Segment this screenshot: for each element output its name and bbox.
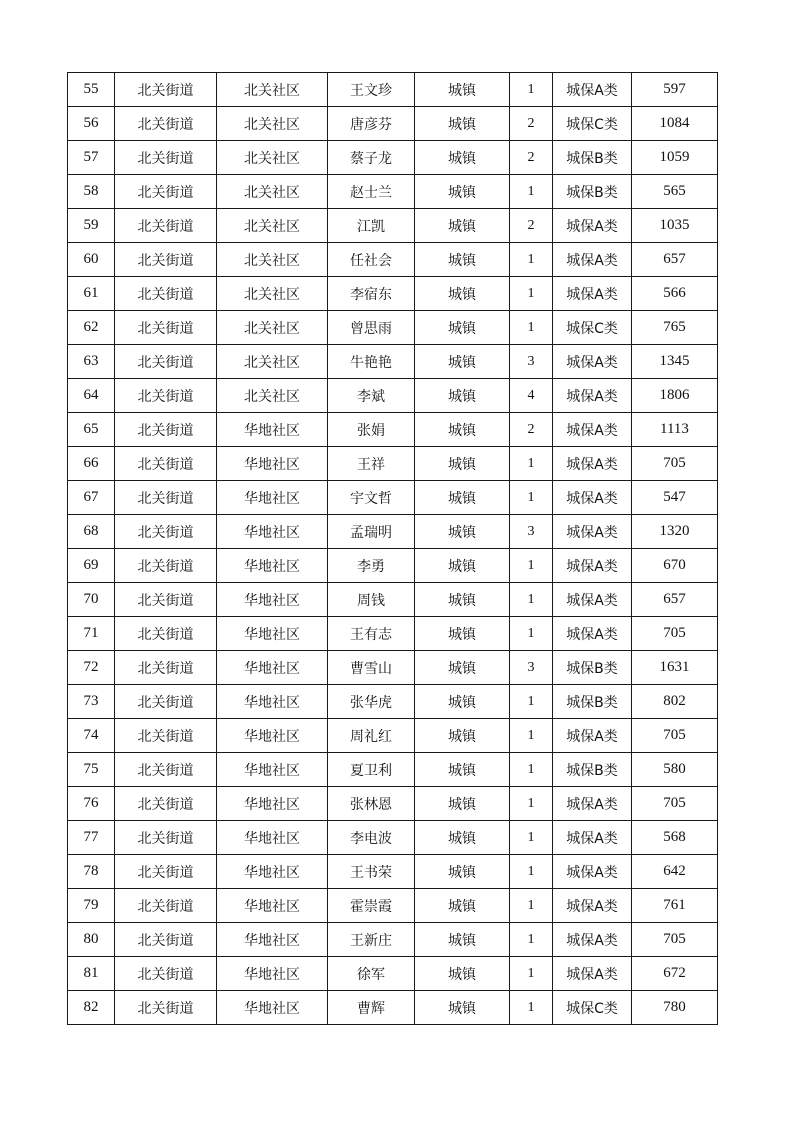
table-body [68,73,718,1025]
cell-row-number: 56 [68,107,115,141]
cell-row-number: 74 [68,719,115,753]
cell-row-number: 77 [68,821,115,855]
cell-street: 北关街道 [115,821,217,855]
cell-amount: 657 [632,243,718,277]
cell-name: 曹雪山 [328,651,415,685]
cell-amount: 580 [632,753,718,787]
cell-name: 蔡子龙 [328,141,415,175]
cell-insurance-category: 城保A类 [553,549,632,583]
cell-household-size: 1 [510,753,553,787]
cell-community: 华地社区 [217,549,328,583]
cell-amount: 565 [632,175,718,209]
cell-household-size: 1 [510,549,553,583]
cell-amount: 705 [632,617,718,651]
cell-name: 张华虎 [328,685,415,719]
cell-community: 北关社区 [217,73,328,107]
cell-row-number: 64 [68,379,115,413]
cell-household-size: 1 [510,73,553,107]
cell-name: 李斌 [328,379,415,413]
cell-community: 华地社区 [217,617,328,651]
cell-household-size: 2 [510,209,553,243]
cell-insurance-category: 城保C类 [553,107,632,141]
table-row [68,787,718,821]
cell-area-type: 城镇 [415,107,510,141]
cell-name: 任社会 [328,243,415,277]
cell-row-number: 69 [68,549,115,583]
cell-area-type: 城镇 [415,685,510,719]
cell-insurance-category: 城保A类 [553,209,632,243]
cell-household-size: 1 [510,855,553,889]
table-row [68,345,718,379]
cell-name: 李宿东 [328,277,415,311]
cell-area-type: 城镇 [415,923,510,957]
cell-insurance-category: 城保A类 [553,277,632,311]
cell-area-type: 城镇 [415,311,510,345]
cell-name: 唐彦芬 [328,107,415,141]
cell-insurance-category: 城保A类 [553,787,632,821]
cell-household-size: 1 [510,243,553,277]
cell-household-size: 1 [510,311,553,345]
cell-street: 北关街道 [115,787,217,821]
cell-street: 北关街道 [115,685,217,719]
cell-community: 北关社区 [217,379,328,413]
cell-community: 华地社区 [217,787,328,821]
cell-amount: 1035 [632,209,718,243]
cell-area-type: 城镇 [415,549,510,583]
cell-insurance-category: 城保A类 [553,821,632,855]
cell-street: 北关街道 [115,379,217,413]
cell-street: 北关街道 [115,889,217,923]
cell-street: 北关街道 [115,73,217,107]
cell-insurance-category: 城保C类 [553,991,632,1025]
cell-amount: 761 [632,889,718,923]
table-row [68,413,718,447]
cell-row-number: 59 [68,209,115,243]
cell-row-number: 73 [68,685,115,719]
cell-community: 华地社区 [217,685,328,719]
cell-street: 北关街道 [115,515,217,549]
cell-amount: 802 [632,685,718,719]
cell-row-number: 60 [68,243,115,277]
cell-community: 华地社区 [217,515,328,549]
table-row [68,651,718,685]
cell-row-number: 67 [68,481,115,515]
cell-community: 北关社区 [217,107,328,141]
cell-community: 华地社区 [217,719,328,753]
cell-insurance-category: 城保A类 [553,957,632,991]
cell-community: 北关社区 [217,277,328,311]
cell-row-number: 81 [68,957,115,991]
cell-street: 北关街道 [115,651,217,685]
cell-household-size: 1 [510,821,553,855]
cell-name: 李电波 [328,821,415,855]
cell-household-size: 1 [510,481,553,515]
cell-area-type: 城镇 [415,515,510,549]
cell-amount: 705 [632,787,718,821]
cell-street: 北关街道 [115,277,217,311]
cell-row-number: 78 [68,855,115,889]
cell-street: 北关街道 [115,345,217,379]
cell-area-type: 城镇 [415,447,510,481]
cell-household-size: 1 [510,583,553,617]
cell-insurance-category: 城保A类 [553,855,632,889]
cell-community: 华地社区 [217,753,328,787]
cell-amount: 642 [632,855,718,889]
cell-community: 华地社区 [217,923,328,957]
cell-street: 北关街道 [115,243,217,277]
cell-area-type: 城镇 [415,277,510,311]
cell-street: 北关街道 [115,311,217,345]
cell-row-number: 72 [68,651,115,685]
cell-area-type: 城镇 [415,991,510,1025]
table-row [68,379,718,413]
cell-area-type: 城镇 [415,583,510,617]
table-row [68,991,718,1025]
cell-area-type: 城镇 [415,345,510,379]
table-row [68,73,718,107]
table-row [68,277,718,311]
cell-household-size: 1 [510,617,553,651]
cell-area-type: 城镇 [415,651,510,685]
cell-household-size: 1 [510,447,553,481]
table-row [68,447,718,481]
cell-community: 北关社区 [217,311,328,345]
cell-name: 江凯 [328,209,415,243]
cell-row-number: 82 [68,991,115,1025]
cell-amount: 705 [632,923,718,957]
cell-area-type: 城镇 [415,243,510,277]
cell-area-type: 城镇 [415,481,510,515]
cell-insurance-category: 城保A类 [553,923,632,957]
cell-name: 张林恩 [328,787,415,821]
cell-row-number: 62 [68,311,115,345]
cell-amount: 670 [632,549,718,583]
table-row [68,481,718,515]
cell-name: 牛艳艳 [328,345,415,379]
cell-community: 华地社区 [217,447,328,481]
cell-street: 北关街道 [115,855,217,889]
cell-community: 华地社区 [217,821,328,855]
cell-area-type: 城镇 [415,855,510,889]
cell-insurance-category: 城保A类 [553,447,632,481]
cell-street: 北关街道 [115,549,217,583]
cell-insurance-category: 城保A类 [553,379,632,413]
cell-street: 北关街道 [115,209,217,243]
cell-area-type: 城镇 [415,617,510,651]
cell-household-size: 1 [510,277,553,311]
table-row [68,685,718,719]
cell-household-size: 1 [510,175,553,209]
cell-household-size: 1 [510,991,553,1025]
cell-community: 北关社区 [217,175,328,209]
cell-row-number: 70 [68,583,115,617]
table-row [68,515,718,549]
cell-amount: 1113 [632,413,718,447]
cell-street: 北关街道 [115,923,217,957]
cell-community: 华地社区 [217,957,328,991]
cell-name: 李勇 [328,549,415,583]
cell-street: 北关街道 [115,413,217,447]
cell-name: 王文珍 [328,73,415,107]
cell-community: 华地社区 [217,481,328,515]
cell-row-number: 57 [68,141,115,175]
cell-area-type: 城镇 [415,889,510,923]
cell-household-size: 3 [510,651,553,685]
cell-amount: 765 [632,311,718,345]
cell-name: 宇文哲 [328,481,415,515]
cell-household-size: 4 [510,379,553,413]
cell-area-type: 城镇 [415,175,510,209]
cell-name: 霍崇霞 [328,889,415,923]
cell-household-size: 1 [510,685,553,719]
cell-amount: 568 [632,821,718,855]
cell-street: 北关街道 [115,481,217,515]
table-row [68,243,718,277]
table-row [68,753,718,787]
table-row [68,923,718,957]
cell-name: 周礼红 [328,719,415,753]
cell-insurance-category: 城保A类 [553,515,632,549]
cell-household-size: 3 [510,515,553,549]
cell-community: 华地社区 [217,583,328,617]
assistance-roster-table [67,72,718,1025]
cell-name: 张娟 [328,413,415,447]
cell-insurance-category: 城保C类 [553,311,632,345]
cell-household-size: 1 [510,889,553,923]
cell-street: 北关街道 [115,991,217,1025]
cell-amount: 1320 [632,515,718,549]
cell-amount: 657 [632,583,718,617]
cell-name: 周钱 [328,583,415,617]
cell-amount: 780 [632,991,718,1025]
table-row [68,107,718,141]
cell-area-type: 城镇 [415,413,510,447]
cell-community: 华地社区 [217,651,328,685]
cell-row-number: 80 [68,923,115,957]
cell-insurance-category: 城保A类 [553,345,632,379]
cell-insurance-category: 城保A类 [553,243,632,277]
cell-community: 华地社区 [217,413,328,447]
cell-insurance-category: 城保A类 [553,889,632,923]
cell-household-size: 2 [510,413,553,447]
cell-street: 北关街道 [115,719,217,753]
table-row [68,583,718,617]
cell-row-number: 76 [68,787,115,821]
cell-name: 曹辉 [328,991,415,1025]
cell-area-type: 城镇 [415,719,510,753]
cell-insurance-category: 城保A类 [553,719,632,753]
cell-street: 北关街道 [115,447,217,481]
table-row [68,141,718,175]
cell-community: 华地社区 [217,855,328,889]
cell-row-number: 66 [68,447,115,481]
cell-household-size: 1 [510,719,553,753]
cell-insurance-category: 城保B类 [553,685,632,719]
cell-area-type: 城镇 [415,753,510,787]
cell-household-size: 3 [510,345,553,379]
cell-amount: 1345 [632,345,718,379]
table-row [68,311,718,345]
cell-name: 曾思雨 [328,311,415,345]
table-row [68,889,718,923]
cell-amount: 1059 [632,141,718,175]
cell-row-number: 58 [68,175,115,209]
cell-amount: 547 [632,481,718,515]
cell-amount: 1806 [632,379,718,413]
cell-area-type: 城镇 [415,821,510,855]
cell-household-size: 2 [510,141,553,175]
cell-row-number: 75 [68,753,115,787]
cell-insurance-category: 城保A类 [553,413,632,447]
cell-insurance-category: 城保B类 [553,753,632,787]
cell-insurance-category: 城保B类 [553,175,632,209]
table-row [68,617,718,651]
cell-insurance-category: 城保B类 [553,651,632,685]
cell-street: 北关街道 [115,175,217,209]
cell-amount: 597 [632,73,718,107]
table-row [68,719,718,753]
cell-name: 王祥 [328,447,415,481]
cell-row-number: 63 [68,345,115,379]
cell-insurance-category: 城保A类 [553,73,632,107]
table-row [68,855,718,889]
cell-row-number: 79 [68,889,115,923]
cell-community: 北关社区 [217,141,328,175]
cell-name: 王新庄 [328,923,415,957]
cell-name: 徐军 [328,957,415,991]
cell-street: 北关街道 [115,753,217,787]
cell-street: 北关街道 [115,141,217,175]
cell-amount: 705 [632,447,718,481]
table-row [68,209,718,243]
cell-community: 北关社区 [217,345,328,379]
cell-area-type: 城镇 [415,141,510,175]
cell-amount: 1084 [632,107,718,141]
cell-household-size: 2 [510,107,553,141]
cell-insurance-category: 城保B类 [553,141,632,175]
cell-community: 北关社区 [217,209,328,243]
cell-street: 北关街道 [115,107,217,141]
cell-household-size: 1 [510,787,553,821]
cell-area-type: 城镇 [415,957,510,991]
cell-row-number: 65 [68,413,115,447]
cell-amount: 1631 [632,651,718,685]
cell-street: 北关街道 [115,957,217,991]
cell-area-type: 城镇 [415,73,510,107]
cell-community: 华地社区 [217,889,328,923]
cell-row-number: 61 [68,277,115,311]
cell-area-type: 城镇 [415,787,510,821]
cell-insurance-category: 城保A类 [553,583,632,617]
cell-household-size: 1 [510,923,553,957]
cell-community: 北关社区 [217,243,328,277]
cell-row-number: 71 [68,617,115,651]
cell-name: 孟瑞明 [328,515,415,549]
cell-amount: 672 [632,957,718,991]
cell-area-type: 城镇 [415,209,510,243]
table-row [68,957,718,991]
cell-street: 北关街道 [115,617,217,651]
table-row [68,821,718,855]
cell-street: 北关街道 [115,583,217,617]
cell-name: 夏卫利 [328,753,415,787]
cell-household-size: 1 [510,957,553,991]
cell-amount: 705 [632,719,718,753]
cell-community: 华地社区 [217,991,328,1025]
table-row [68,175,718,209]
cell-insurance-category: 城保A类 [553,617,632,651]
cell-row-number: 68 [68,515,115,549]
cell-area-type: 城镇 [415,379,510,413]
cell-name: 赵士兰 [328,175,415,209]
cell-row-number: 55 [68,73,115,107]
cell-name: 王书荣 [328,855,415,889]
cell-insurance-category: 城保A类 [553,481,632,515]
table-row [68,549,718,583]
cell-amount: 566 [632,277,718,311]
cell-name: 王有志 [328,617,415,651]
